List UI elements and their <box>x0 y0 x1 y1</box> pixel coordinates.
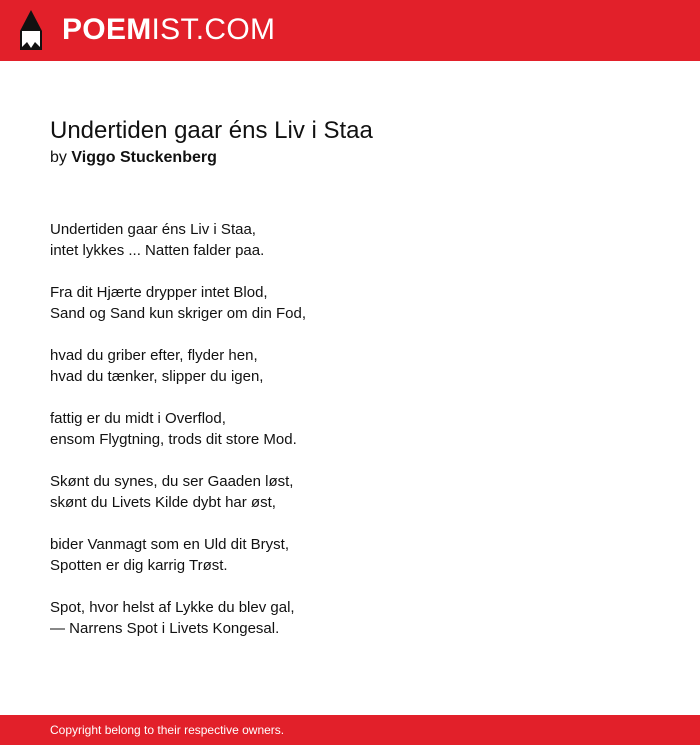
author-link[interactable]: Viggo Stuckenberg <box>71 149 217 166</box>
poem-title: Undertiden gaar éns Liv i Staa <box>50 117 373 144</box>
poem-line: skønt du Livets Kilde dybt har øst, <box>50 494 276 511</box>
site-footer <box>0 715 700 745</box>
stanza <box>50 471 650 513</box>
by-label: by <box>50 149 67 166</box>
copyright-text: Copyright belong to their respective owners. <box>50 723 285 737</box>
poem-line: ensom Flygtning, trods dit store Mod. <box>50 431 297 448</box>
site-header <box>0 0 700 61</box>
poem-article <box>50 116 650 660</box>
logo-thin-part: IST.COM <box>151 13 276 46</box>
stanza <box>50 408 650 450</box>
poem-line: hvad du tænker, slipper du igen, <box>50 368 264 385</box>
poem-line: Fra dit Hjærte drypper intet Blod, <box>50 284 268 301</box>
stanza <box>50 597 650 639</box>
byline <box>50 147 650 169</box>
poem-body <box>50 219 650 639</box>
poem-line: — Narrens Spot i Livets Kongesal. <box>50 620 280 637</box>
stanza <box>50 534 650 576</box>
site-logo-text <box>62 11 275 49</box>
poem-line: Spotten er dig karrig Trøst. <box>50 557 228 574</box>
logo-bold-part: POEM <box>62 13 152 46</box>
pencil-logo-icon <box>18 9 44 51</box>
poem-line: Undertiden gaar éns Liv i Staa, <box>50 221 256 238</box>
home-logo-link[interactable] <box>0 0 276 61</box>
poem-line: fattig er du midt i Overflod, <box>50 410 226 427</box>
stanza <box>50 219 650 261</box>
poem-line: intet lykkes ... Natten falder paa. <box>50 242 265 259</box>
poem-line: hvad du griber efter, flyder hen, <box>50 347 258 364</box>
poem-line: Skønt du synes, du ser Gaaden løst, <box>50 473 294 490</box>
poem-line: Sand og Sand kun skriger om din Fod, <box>50 305 306 322</box>
poem-line: Spot, hvor helst af Lykke du blev gal, <box>50 599 295 616</box>
stanza <box>50 282 650 324</box>
poem-line: bider Vanmagt som en Uld dit Bryst, <box>50 536 289 553</box>
stanza <box>50 345 650 387</box>
